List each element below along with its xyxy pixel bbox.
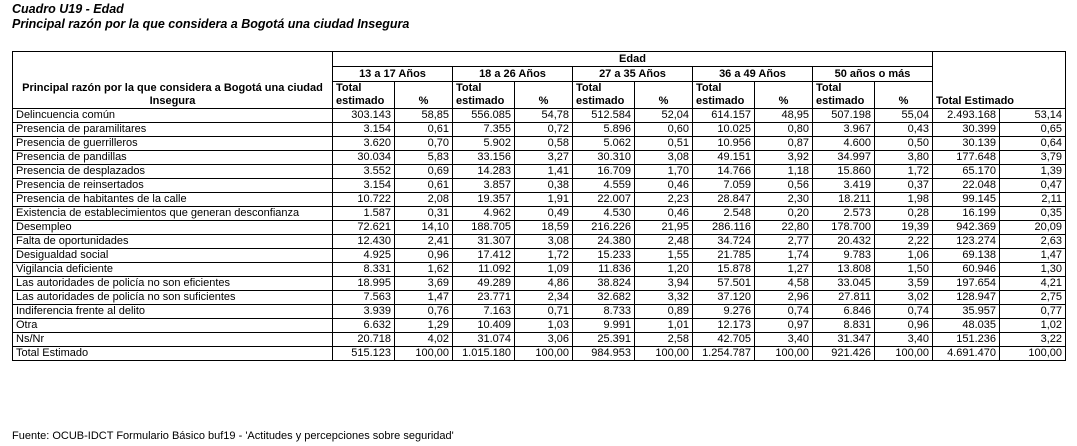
percent-cell: 0,28 bbox=[875, 207, 933, 221]
estimate-cell: 6.632 bbox=[333, 319, 395, 333]
percent-cell: 1,39 bbox=[1000, 165, 1066, 179]
estimate-cell: 22.048 bbox=[933, 179, 1000, 193]
row-label: Las autoridades de policía no son suficientes bbox=[13, 291, 333, 305]
percent-cell: 3,02 bbox=[875, 291, 933, 305]
estimate-cell: 9.276 bbox=[693, 305, 755, 319]
estimate-cell: 4.962 bbox=[453, 207, 515, 221]
estimate-cell: 197.654 bbox=[933, 277, 1000, 291]
subheader-line: estimado bbox=[456, 95, 505, 107]
estimate-cell: 507.198 bbox=[813, 109, 875, 123]
percent-cell: 2,11 bbox=[1000, 193, 1066, 207]
percent-cell: 0,97 bbox=[755, 319, 813, 333]
table-row bbox=[13, 207, 1066, 221]
estimate-cell: 19.357 bbox=[453, 193, 515, 207]
estimate-cell: 188.705 bbox=[453, 221, 515, 235]
percent-cell: 1,03 bbox=[515, 319, 573, 333]
age-group-header: 50 años o más bbox=[813, 67, 933, 82]
age-group-header: 36 a 49 Años bbox=[693, 67, 813, 82]
estimate-cell: 4.691.470 bbox=[933, 347, 1000, 361]
table-row bbox=[13, 333, 1066, 347]
percent-subheader: % bbox=[755, 82, 813, 109]
percent-cell: 1,02 bbox=[1000, 319, 1066, 333]
estimate-cell: 216.226 bbox=[573, 221, 635, 235]
percent-cell: 3,27 bbox=[515, 151, 573, 165]
estimate-cell: 9.991 bbox=[573, 319, 635, 333]
subheader-line: Total bbox=[336, 82, 362, 94]
percent-cell: 2,77 bbox=[755, 235, 813, 249]
estimate-cell: 37.120 bbox=[693, 291, 755, 305]
estimate-cell: 4.530 bbox=[573, 207, 635, 221]
estimate-cell: 10.409 bbox=[453, 319, 515, 333]
estimate-cell: 18.211 bbox=[813, 193, 875, 207]
percent-cell: 1,91 bbox=[515, 193, 573, 207]
estimate-cell: 512.584 bbox=[573, 109, 635, 123]
estimate-cell: 1.015.180 bbox=[453, 347, 515, 361]
percent-cell: 1,41 bbox=[515, 165, 573, 179]
percent-cell: 55,04 bbox=[875, 109, 933, 123]
percent-subheader: % bbox=[875, 82, 933, 109]
row-label: Las autoridades de policía no son eficientes bbox=[13, 277, 333, 291]
percent-cell: 4,02 bbox=[395, 333, 453, 347]
estimate-cell: 10.722 bbox=[333, 193, 395, 207]
percent-cell: 0,65 bbox=[1000, 123, 1066, 137]
percent-cell: 1,47 bbox=[1000, 249, 1066, 263]
percent-cell: 3,40 bbox=[875, 333, 933, 347]
subheader-line: Total bbox=[456, 82, 482, 94]
percent-cell: 0,46 bbox=[635, 207, 693, 221]
table-row bbox=[13, 221, 1066, 235]
percent-cell: 2,48 bbox=[635, 235, 693, 249]
table-row bbox=[13, 305, 1066, 319]
percent-cell: 2,23 bbox=[635, 193, 693, 207]
percent-cell: 3,22 bbox=[1000, 333, 1066, 347]
percent-cell: 0,96 bbox=[395, 249, 453, 263]
row-label: Falta de oportunidades bbox=[13, 235, 333, 249]
estimate-cell: 7.059 bbox=[693, 179, 755, 193]
percent-cell: 3,08 bbox=[515, 235, 573, 249]
estimate-cell: 13.808 bbox=[813, 263, 875, 277]
estimate-cell: 3.857 bbox=[453, 179, 515, 193]
percent-cell: 0,61 bbox=[395, 179, 453, 193]
row-label-header: Principal razón por la que considera a Bogotá una ciudad Insegura bbox=[13, 52, 333, 109]
estimate-cell: 8.733 bbox=[573, 305, 635, 319]
estimate-cell: 32.682 bbox=[573, 291, 635, 305]
percent-cell: 5,83 bbox=[395, 151, 453, 165]
percent-cell: 1,30 bbox=[1000, 263, 1066, 277]
age-group-header: 27 a 35 Años bbox=[573, 67, 693, 82]
percent-cell: 0,56 bbox=[755, 179, 813, 193]
estimate-cell: 12.173 bbox=[693, 319, 755, 333]
subheader-line: Total bbox=[696, 82, 722, 94]
percent-subheader: % bbox=[515, 82, 573, 109]
percent-cell: 0,76 bbox=[395, 305, 453, 319]
estimate-cell: 49.151 bbox=[693, 151, 755, 165]
row-label: Presencia de pandillas bbox=[13, 151, 333, 165]
percent-cell: 0,31 bbox=[395, 207, 453, 221]
row-label: Presencia de paramilitares bbox=[13, 123, 333, 137]
total-estimado-subheader bbox=[573, 82, 635, 109]
estimate-cell: 3.419 bbox=[813, 179, 875, 193]
table-row bbox=[13, 151, 1066, 165]
estimate-cell: 31.074 bbox=[453, 333, 515, 347]
percent-cell: 2,96 bbox=[755, 291, 813, 305]
percent-cell: 100,00 bbox=[395, 347, 453, 361]
age-group-header: 13 a 17 Años bbox=[333, 67, 453, 82]
percent-cell: 0,60 bbox=[635, 123, 693, 137]
percent-cell: 3,32 bbox=[635, 291, 693, 305]
percent-cell: 0,58 bbox=[515, 137, 573, 151]
table-row bbox=[13, 165, 1066, 179]
estimate-cell: 72.621 bbox=[333, 221, 395, 235]
estimate-cell: 6.846 bbox=[813, 305, 875, 319]
estimate-cell: 49.289 bbox=[453, 277, 515, 291]
percent-cell: 2,75 bbox=[1000, 291, 1066, 305]
estimate-cell: 69.138 bbox=[933, 249, 1000, 263]
percent-cell: 14,10 bbox=[395, 221, 453, 235]
row-label: Desempleo bbox=[13, 221, 333, 235]
percent-cell: 1,70 bbox=[635, 165, 693, 179]
percent-cell: 1,55 bbox=[635, 249, 693, 263]
percent-cell: 100,00 bbox=[875, 347, 933, 361]
table-row bbox=[13, 123, 1066, 137]
estimate-cell: 25.391 bbox=[573, 333, 635, 347]
percent-cell: 3,79 bbox=[1000, 151, 1066, 165]
estimate-cell: 303.143 bbox=[333, 109, 395, 123]
estimate-cell: 10.956 bbox=[693, 137, 755, 151]
estimate-cell: 11.092 bbox=[453, 263, 515, 277]
percent-cell: 1,47 bbox=[395, 291, 453, 305]
percent-cell: 2,22 bbox=[875, 235, 933, 249]
percent-cell: 1,72 bbox=[515, 249, 573, 263]
estimate-cell: 99.145 bbox=[933, 193, 1000, 207]
row-label: Presencia de reinsertados bbox=[13, 179, 333, 193]
row-label: Presencia de guerrilleros bbox=[13, 137, 333, 151]
table-row bbox=[13, 263, 1066, 277]
estimate-cell: 38.824 bbox=[573, 277, 635, 291]
estimate-cell: 178.700 bbox=[813, 221, 875, 235]
estimate-cell: 31.307 bbox=[453, 235, 515, 249]
estimate-cell: 1.254.787 bbox=[693, 347, 755, 361]
estimate-cell: 151.236 bbox=[933, 333, 1000, 347]
estimate-cell: 614.157 bbox=[693, 109, 755, 123]
estimate-cell: 4.600 bbox=[813, 137, 875, 151]
estimate-cell: 2.573 bbox=[813, 207, 875, 221]
percent-cell: 0,43 bbox=[875, 123, 933, 137]
source-note: Fuente: OCUB-IDCT Formulario Básico buf19 - 'Actitudes y percepciones sobre seguridad' bbox=[12, 430, 454, 442]
estimate-cell: 22.007 bbox=[573, 193, 635, 207]
subheader-line: Total bbox=[816, 82, 842, 94]
percent-cell: 0,46 bbox=[635, 179, 693, 193]
estimate-cell: 7.163 bbox=[453, 305, 515, 319]
percent-cell: 1,01 bbox=[635, 319, 693, 333]
table-row bbox=[13, 319, 1066, 333]
estimate-cell: 16.709 bbox=[573, 165, 635, 179]
report-subtitle: Principal razón por la que considera a Bogotá una ciudad Insegura bbox=[12, 17, 410, 31]
percent-cell: 2,34 bbox=[515, 291, 573, 305]
percent-cell: 1,27 bbox=[755, 263, 813, 277]
estimate-cell: 7.563 bbox=[333, 291, 395, 305]
estimate-cell: 515.123 bbox=[333, 347, 395, 361]
percent-cell: 20,09 bbox=[1000, 221, 1066, 235]
percent-cell: 3,59 bbox=[875, 277, 933, 291]
percent-cell: 3,08 bbox=[635, 151, 693, 165]
estimate-cell: 30.399 bbox=[933, 123, 1000, 137]
table-row bbox=[13, 277, 1066, 291]
percent-cell: 0,51 bbox=[635, 137, 693, 151]
percent-cell: 2,58 bbox=[635, 333, 693, 347]
percent-cell: 0,71 bbox=[515, 305, 573, 319]
estimate-cell: 3.967 bbox=[813, 123, 875, 137]
percent-cell: 2,41 bbox=[395, 235, 453, 249]
percent-cell: 0,37 bbox=[875, 179, 933, 193]
percent-subheader: % bbox=[395, 82, 453, 109]
estimate-cell: 3.552 bbox=[333, 165, 395, 179]
percent-cell: 4,58 bbox=[755, 277, 813, 291]
percent-cell: 52,04 bbox=[635, 109, 693, 123]
percent-cell: 54,78 bbox=[515, 109, 573, 123]
estimate-cell: 30.034 bbox=[333, 151, 395, 165]
percent-cell: 0,80 bbox=[755, 123, 813, 137]
percent-cell: 1,72 bbox=[875, 165, 933, 179]
estimate-cell: 123.274 bbox=[933, 235, 1000, 249]
percent-cell: 19,39 bbox=[875, 221, 933, 235]
total-estimado-subheader bbox=[453, 82, 515, 109]
estimate-cell: 42.705 bbox=[693, 333, 755, 347]
table-row bbox=[13, 249, 1066, 263]
percent-cell: 2,30 bbox=[755, 193, 813, 207]
estimate-cell: 65.170 bbox=[933, 165, 1000, 179]
percent-subheader: % bbox=[635, 82, 693, 109]
estimate-cell: 3.620 bbox=[333, 137, 395, 151]
percent-cell: 0,35 bbox=[1000, 207, 1066, 221]
estimate-cell: 921.426 bbox=[813, 347, 875, 361]
row-label: Delincuencia común bbox=[13, 109, 333, 123]
estimate-cell: 4.925 bbox=[333, 249, 395, 263]
row-label: Ns/Nr bbox=[13, 333, 333, 347]
estimate-cell: 24.380 bbox=[573, 235, 635, 249]
total-estimado-subheader bbox=[693, 82, 755, 109]
percent-cell: 4,86 bbox=[515, 277, 573, 291]
table-row bbox=[13, 235, 1066, 249]
table-row bbox=[13, 137, 1066, 151]
estimate-cell: 11.836 bbox=[573, 263, 635, 277]
estimate-cell: 27.811 bbox=[813, 291, 875, 305]
percent-cell: 0,96 bbox=[875, 319, 933, 333]
percent-cell: 3,40 bbox=[755, 333, 813, 347]
row-label: Presencia de desplazados bbox=[13, 165, 333, 179]
percent-cell: 1,29 bbox=[395, 319, 453, 333]
estimate-cell: 30.139 bbox=[933, 137, 1000, 151]
estimate-cell: 5.896 bbox=[573, 123, 635, 137]
total-estimado-subheader bbox=[813, 82, 875, 109]
percent-cell: 1,20 bbox=[635, 263, 693, 277]
estimate-cell: 9.783 bbox=[813, 249, 875, 263]
percent-cell: 1,50 bbox=[875, 263, 933, 277]
report-title: Cuadro U19 - Edad bbox=[12, 2, 124, 16]
estimate-cell: 23.771 bbox=[453, 291, 515, 305]
percent-cell: 3,06 bbox=[515, 333, 573, 347]
percent-cell: 0,20 bbox=[755, 207, 813, 221]
estimate-cell: 10.025 bbox=[693, 123, 755, 137]
percent-cell: 0,69 bbox=[395, 165, 453, 179]
table-row bbox=[13, 193, 1066, 207]
percent-cell: 3,80 bbox=[875, 151, 933, 165]
percent-cell: 1,06 bbox=[875, 249, 933, 263]
estimate-cell: 48.035 bbox=[933, 319, 1000, 333]
estimate-cell: 20.718 bbox=[333, 333, 395, 347]
percent-cell: 0,74 bbox=[875, 305, 933, 319]
estimate-cell: 33.156 bbox=[453, 151, 515, 165]
percent-cell: 21,95 bbox=[635, 221, 693, 235]
percent-cell: 3,94 bbox=[635, 277, 693, 291]
estimate-cell: 556.085 bbox=[453, 109, 515, 123]
row-label: Presencia de habitantes de la calle bbox=[13, 193, 333, 207]
percent-cell: 100,00 bbox=[755, 347, 813, 361]
estimate-cell: 33.045 bbox=[813, 277, 875, 291]
percent-cell: 0,70 bbox=[395, 137, 453, 151]
percent-cell: 100,00 bbox=[515, 347, 573, 361]
estimate-cell: 15.233 bbox=[573, 249, 635, 263]
estimate-cell: 35.957 bbox=[933, 305, 1000, 319]
estimate-cell: 984.953 bbox=[573, 347, 635, 361]
percent-cell: 3,69 bbox=[395, 277, 453, 291]
percent-cell: 0,61 bbox=[395, 123, 453, 137]
subheader-line: estimado bbox=[696, 95, 745, 107]
estimate-cell: 28.847 bbox=[693, 193, 755, 207]
percent-cell: 58,85 bbox=[395, 109, 453, 123]
percent-cell: 0,72 bbox=[515, 123, 573, 137]
estimate-cell: 942.369 bbox=[933, 221, 1000, 235]
estimate-cell: 5.062 bbox=[573, 137, 635, 151]
percent-cell: 0,47 bbox=[1000, 179, 1066, 193]
estimate-cell: 17.412 bbox=[453, 249, 515, 263]
percent-cell: 2,08 bbox=[395, 193, 453, 207]
estimate-cell: 15.860 bbox=[813, 165, 875, 179]
percent-cell: 1,18 bbox=[755, 165, 813, 179]
percent-cell: 1,09 bbox=[515, 263, 573, 277]
estimate-cell: 14.283 bbox=[453, 165, 515, 179]
estimate-cell: 4.559 bbox=[573, 179, 635, 193]
estimate-cell: 15.878 bbox=[693, 263, 755, 277]
estimate-cell: 2.493.168 bbox=[933, 109, 1000, 123]
subheader-line: estimado bbox=[576, 95, 625, 107]
estimate-cell: 7.355 bbox=[453, 123, 515, 137]
row-label: Otra bbox=[13, 319, 333, 333]
percent-cell: 48,95 bbox=[755, 109, 813, 123]
percent-cell: 100,00 bbox=[635, 347, 693, 361]
percent-cell: 0,38 bbox=[515, 179, 573, 193]
row-label: Indiferencia frente al delito bbox=[13, 305, 333, 319]
estimate-cell: 21.785 bbox=[693, 249, 755, 263]
percent-cell: 0,49 bbox=[515, 207, 573, 221]
estimate-cell: 3.154 bbox=[333, 123, 395, 137]
estimate-cell: 1.587 bbox=[333, 207, 395, 221]
estimate-cell: 128.947 bbox=[933, 291, 1000, 305]
row-label: Vigilancia deficiente bbox=[13, 263, 333, 277]
estimate-cell: 16.199 bbox=[933, 207, 1000, 221]
percent-cell: 0,50 bbox=[875, 137, 933, 151]
estimate-cell: 3.939 bbox=[333, 305, 395, 319]
data-table bbox=[12, 51, 1066, 361]
total-estimado-subheader bbox=[333, 82, 395, 109]
edad-header: Edad bbox=[333, 52, 933, 67]
estimate-cell: 30.310 bbox=[573, 151, 635, 165]
percent-cell: 1,74 bbox=[755, 249, 813, 263]
percent-cell: 0,89 bbox=[635, 305, 693, 319]
estimate-cell: 286.116 bbox=[693, 221, 755, 235]
estimate-cell: 34.724 bbox=[693, 235, 755, 249]
row-label: Total Estimado bbox=[13, 347, 333, 361]
percent-cell: 1,62 bbox=[395, 263, 453, 277]
estimate-cell: 2.548 bbox=[693, 207, 755, 221]
subheader-line: Total bbox=[576, 82, 602, 94]
age-group-header: 18 a 26 Años bbox=[453, 67, 573, 82]
percent-cell: 1,98 bbox=[875, 193, 933, 207]
table-row bbox=[13, 109, 1066, 123]
subheader-line: estimado bbox=[336, 95, 385, 107]
table-row bbox=[13, 347, 1066, 361]
estimate-cell: 14.766 bbox=[693, 165, 755, 179]
total-estimado-header: Total Estimado bbox=[933, 52, 1066, 109]
table-row bbox=[13, 291, 1066, 305]
estimate-cell: 20.432 bbox=[813, 235, 875, 249]
estimate-cell: 31.347 bbox=[813, 333, 875, 347]
estimate-cell: 5.902 bbox=[453, 137, 515, 151]
subheader-line: estimado bbox=[816, 95, 865, 107]
estimate-cell: 3.154 bbox=[333, 179, 395, 193]
table-row bbox=[13, 179, 1066, 193]
row-label: Desigualdad social bbox=[13, 249, 333, 263]
percent-cell: 22,80 bbox=[755, 221, 813, 235]
estimate-cell: 8.831 bbox=[813, 319, 875, 333]
estimate-cell: 57.501 bbox=[693, 277, 755, 291]
percent-cell: 3,92 bbox=[755, 151, 813, 165]
estimate-cell: 34.997 bbox=[813, 151, 875, 165]
percent-cell: 4,21 bbox=[1000, 277, 1066, 291]
estimate-cell: 18.995 bbox=[333, 277, 395, 291]
estimate-cell: 177.648 bbox=[933, 151, 1000, 165]
percent-cell: 0,87 bbox=[755, 137, 813, 151]
percent-cell: 100,00 bbox=[1000, 347, 1066, 361]
percent-cell: 0,74 bbox=[755, 305, 813, 319]
estimate-cell: 12.430 bbox=[333, 235, 395, 249]
estimate-cell: 8.331 bbox=[333, 263, 395, 277]
percent-cell: 0,77 bbox=[1000, 305, 1066, 319]
percent-cell: 2,63 bbox=[1000, 235, 1066, 249]
row-label: Existencia de establecimientos que generan desconfianza bbox=[13, 207, 333, 221]
percent-cell: 18,59 bbox=[515, 221, 573, 235]
percent-cell: 0,64 bbox=[1000, 137, 1066, 151]
estimate-cell: 60.946 bbox=[933, 263, 1000, 277]
percent-cell: 53,14 bbox=[1000, 109, 1066, 123]
